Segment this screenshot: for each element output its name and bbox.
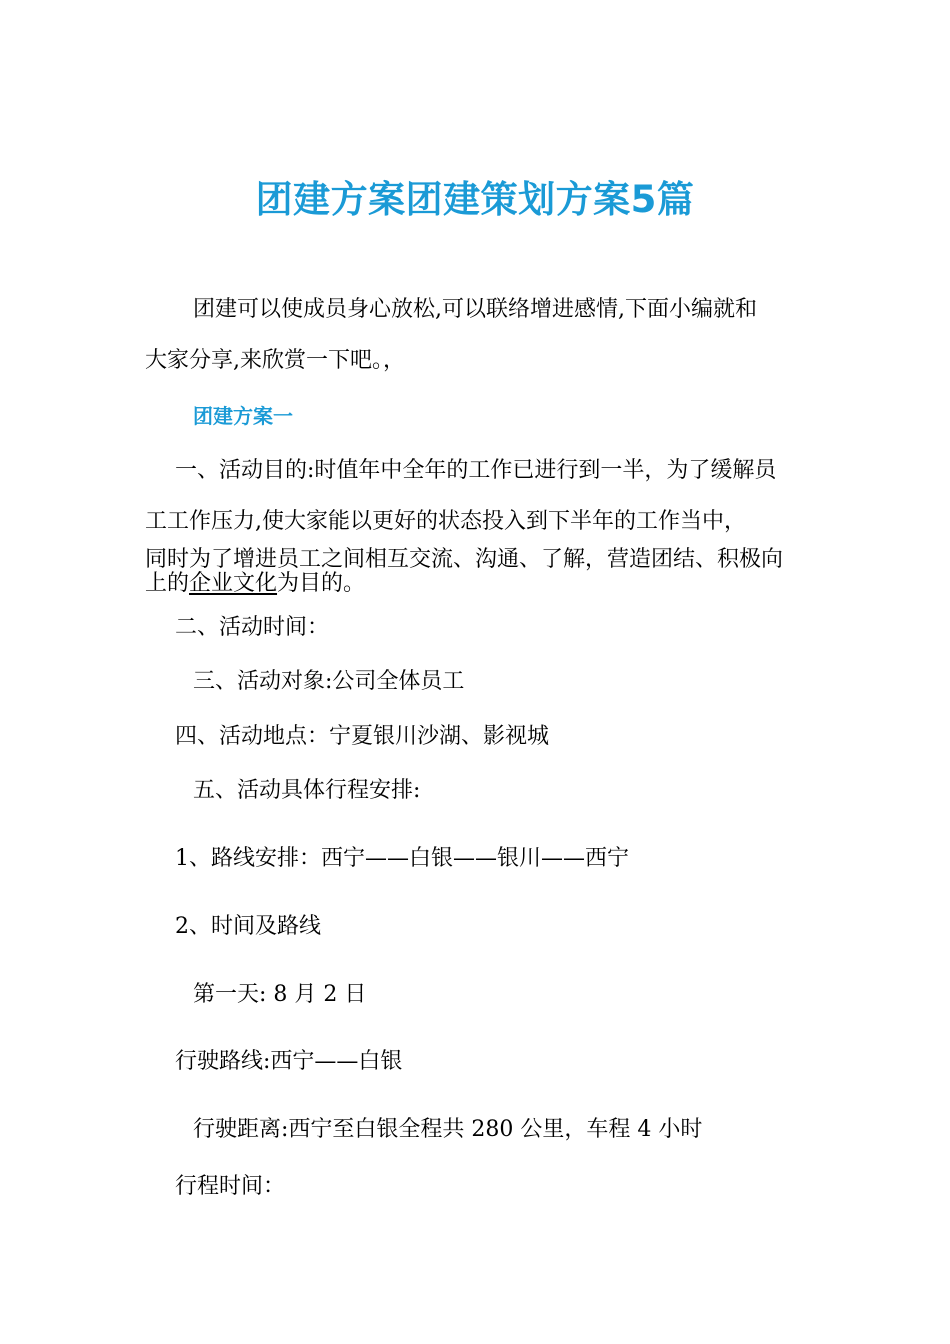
route-plan-line: 1、路线安排：西宁——白银——银川——西宁 [175,846,629,871]
time-route-line: 2、时间及路线 [175,914,321,939]
day-one-line: 第一天: 8 月 2 日 [193,982,367,1007]
purpose-line-4-suffix: 为目的。 [277,571,366,596]
purpose-line-1: 一、活动目的:时值年中全年的工作已进行到一半，为了缓解员 [175,458,777,483]
corporate-culture-link[interactable]: 企业文化 [189,571,278,596]
purpose-line-4-prefix: 上的 [145,571,190,596]
intro-line-1: 团建可以使成员身心放松,可以联络增进感情,下面小编就和 [193,297,757,322]
activity-time-line: 二、活动时间： [175,615,330,640]
purpose-line-4 [145,570,365,598]
drive-distance-line: 行驶距离:西宁至白银全程共 280 公里，车程 4 小时 [193,1117,703,1142]
purpose-line-2: 工工作压力,使大家能以更好的状态投入到下半年的工作当中， [145,509,746,534]
activity-schedule-line: 五、活动具体行程安排: [193,778,421,803]
intro-line-2: 大家分享,来欣赏一下吧。， [145,348,405,373]
document-title: 团建方案团建策划方案5篇 [255,178,695,221]
activity-location-line: 四、活动地点：宁夏银川沙湖、影视城 [175,724,550,749]
activity-target-line: 三、活动对象:公司全体员工 [193,669,465,694]
section-heading: 团建方案一 [193,404,293,428]
purpose-line-3: 同时为了增进员工之间相互交流、沟通、了解，营造团结、积极向 [145,547,784,572]
drive-route-line: 行驶路线:西宁——白银 [175,1049,403,1074]
itinerary-time-line: 行程时间： [175,1174,286,1199]
